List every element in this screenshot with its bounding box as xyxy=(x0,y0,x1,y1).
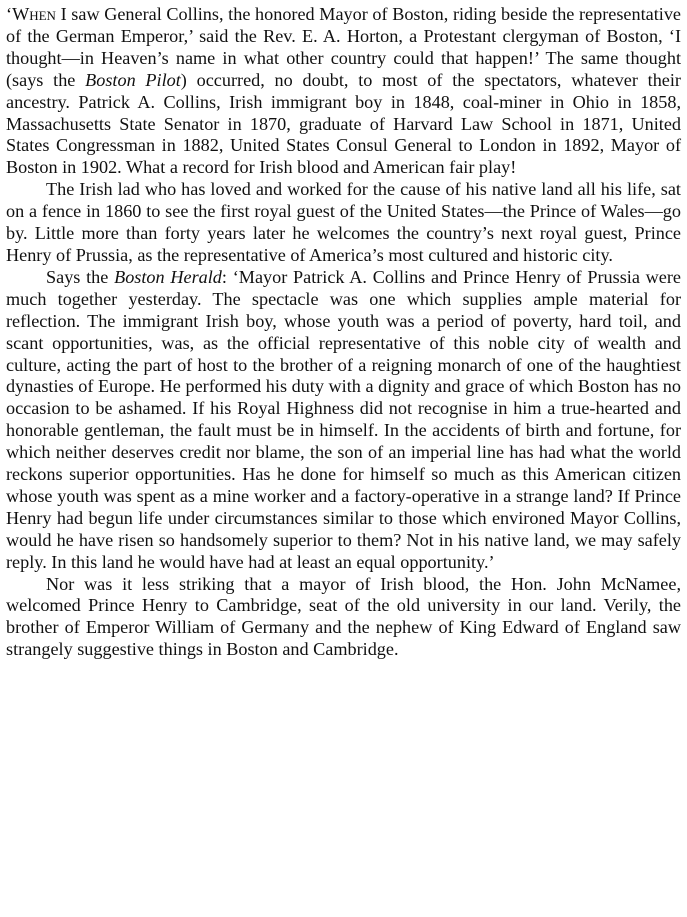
text-segment: Nor was it less striking that a mayor of Irish blood, the Hon. John McNamee, welcomed Prince Henry to Cambridge, seat of the old university in our land. Verily, the brother of Emperor William of Germany and the nephew of King Edward of England saw strangely suggestive things in Boston and Cambridge. xyxy=(6,573,681,660)
text-segment: Says the xyxy=(46,266,115,287)
newspaper-title: Boston Pilot xyxy=(85,69,181,90)
text-segment: I saw General Collins, the honored Mayor of Boston, riding beside the representative of the German Emperor,’ said the Rev. E. A. Horton, a Protestant clergyman of Boston, ‘I thought—in Heaven’s name in what other country could that happen!’ The same thought (says the xyxy=(6,4,681,90)
paragraph-collins-record xyxy=(6,4,681,179)
newspaper-title: Boston Herald xyxy=(114,266,222,287)
text-segment: The Irish lad who has loved and worked for the cause of his native land all his life, sat on a fence in 1860 to see the first royal guest of the United States—the Prince of Wales—go by. Little more than forty years later he welcomes the country’s next royal guest, Prince Henry of Prussia, as the representative of America’s most cultured and historic city. xyxy=(6,179,681,265)
text-segment: : ‘Mayor Patrick A. Collins and Prince Henry of Prussia were much together yesterday. The spectacle was one which supplies ample material for reflection. The immigrant Irish boy, whose youth was a period of poverty, hard toil, and scant opportunities, was, as the official representative of this noble city of wealth and culture, acting the part of host to the brother of a reigning monarch of one of the haughtiest dynasties of Europe. He performed his duty with a dignity and grace of which Boston has no occasion to be ashamed. If his Royal Highness did not recognise in him a true-hearted and honorable gentleman, the fault must be in himself. In the accidents of birth and fortune, for which neither deserves credit nor blame, the son of an imperial line has had what the world reckons superior opportunities. Has he done for himself so much as this American citizen whose youth was spent as a mine worker and a factory-operative in a strange land? If Prince Henry had begun life under circumstances similar to those which environed Mayor Collins, would he have risen so handsomely superior to them? Not in his native land, we may safely reply. In this land he would have had at least an equal opportunity.’ xyxy=(6,266,681,572)
text-segment-small-caps: When xyxy=(12,4,56,24)
text-segment: ) occurred, no doubt, to most of the spectators, whatever their ancestry. Patrick A. Collins, Irish immigrant boy in 1848, coal-miner in Ohio in 1858, Massachusetts State Senator in 1870, graduate of Harvard Law School in 1871, United States Congressman in 1882, United States Consul General to London in 1892, Mayor of Boston in 1902. What a record for Irish blood and American fair play! xyxy=(6,69,681,178)
text-segment: ‘ xyxy=(6,4,13,24)
paragraph-cambridge xyxy=(6,574,681,662)
paragraph-boston-herald xyxy=(6,267,681,574)
paragraph-irish-lad xyxy=(6,179,681,267)
